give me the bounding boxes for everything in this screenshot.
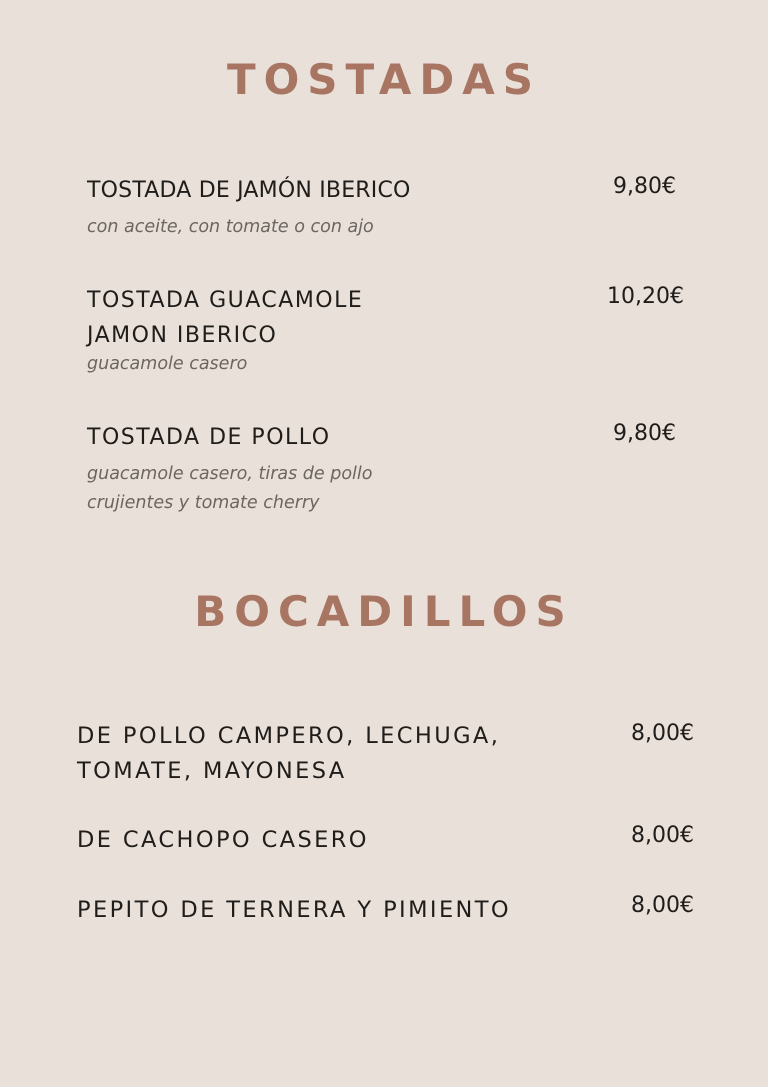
tostada-jamon-iberico-name: TOSTADA DE JAMÓN IBERICO bbox=[87, 178, 411, 203]
tostada-guacamole-price: 10,20€ bbox=[607, 284, 684, 309]
section-title-tostadas: TOSTADAS bbox=[226, 55, 542, 104]
bocadillo-cachopo-name: DE CACHOPO CASERO bbox=[77, 827, 369, 853]
bocadillo-pepito-price: 8,00€ bbox=[631, 893, 694, 918]
bocadillo-pepito-name: PEPITO DE TERNERA Y PIMIENTO bbox=[77, 897, 512, 923]
bocadillo-pollo-campero-name-line1: DE POLLO CAMPERO, LECHUGA, bbox=[77, 723, 501, 749]
tostada-guacamole-name-line2: JAMON IBERICO bbox=[87, 323, 278, 348]
tostada-guacamole-description: guacamole casero bbox=[87, 354, 248, 374]
tostada-pollo-description-line2: crujientes y tomate cherry bbox=[87, 493, 320, 513]
bocadillo-pollo-campero-price: 8,00€ bbox=[631, 721, 694, 746]
tostada-jamon-iberico-description: con aceite, con tomate o con ajo bbox=[87, 217, 374, 237]
tostada-jamon-iberico-price: 9,80€ bbox=[613, 174, 676, 199]
bocadillo-pollo-campero-name-line2: TOMATE, MAYONESA bbox=[77, 758, 347, 784]
tostada-pollo-name: TOSTADA DE POLLO bbox=[87, 425, 331, 450]
tostada-pollo-description-line1: guacamole casero, tiras de pollo bbox=[87, 464, 373, 484]
tostada-pollo-price: 9,80€ bbox=[613, 421, 676, 446]
section-title-bocadillos: BOCADILLOS bbox=[194, 587, 574, 636]
bocadillo-cachopo-price: 8,00€ bbox=[631, 823, 694, 848]
tostada-guacamole-name-line1: TOSTADA GUACAMOLE bbox=[87, 288, 364, 313]
